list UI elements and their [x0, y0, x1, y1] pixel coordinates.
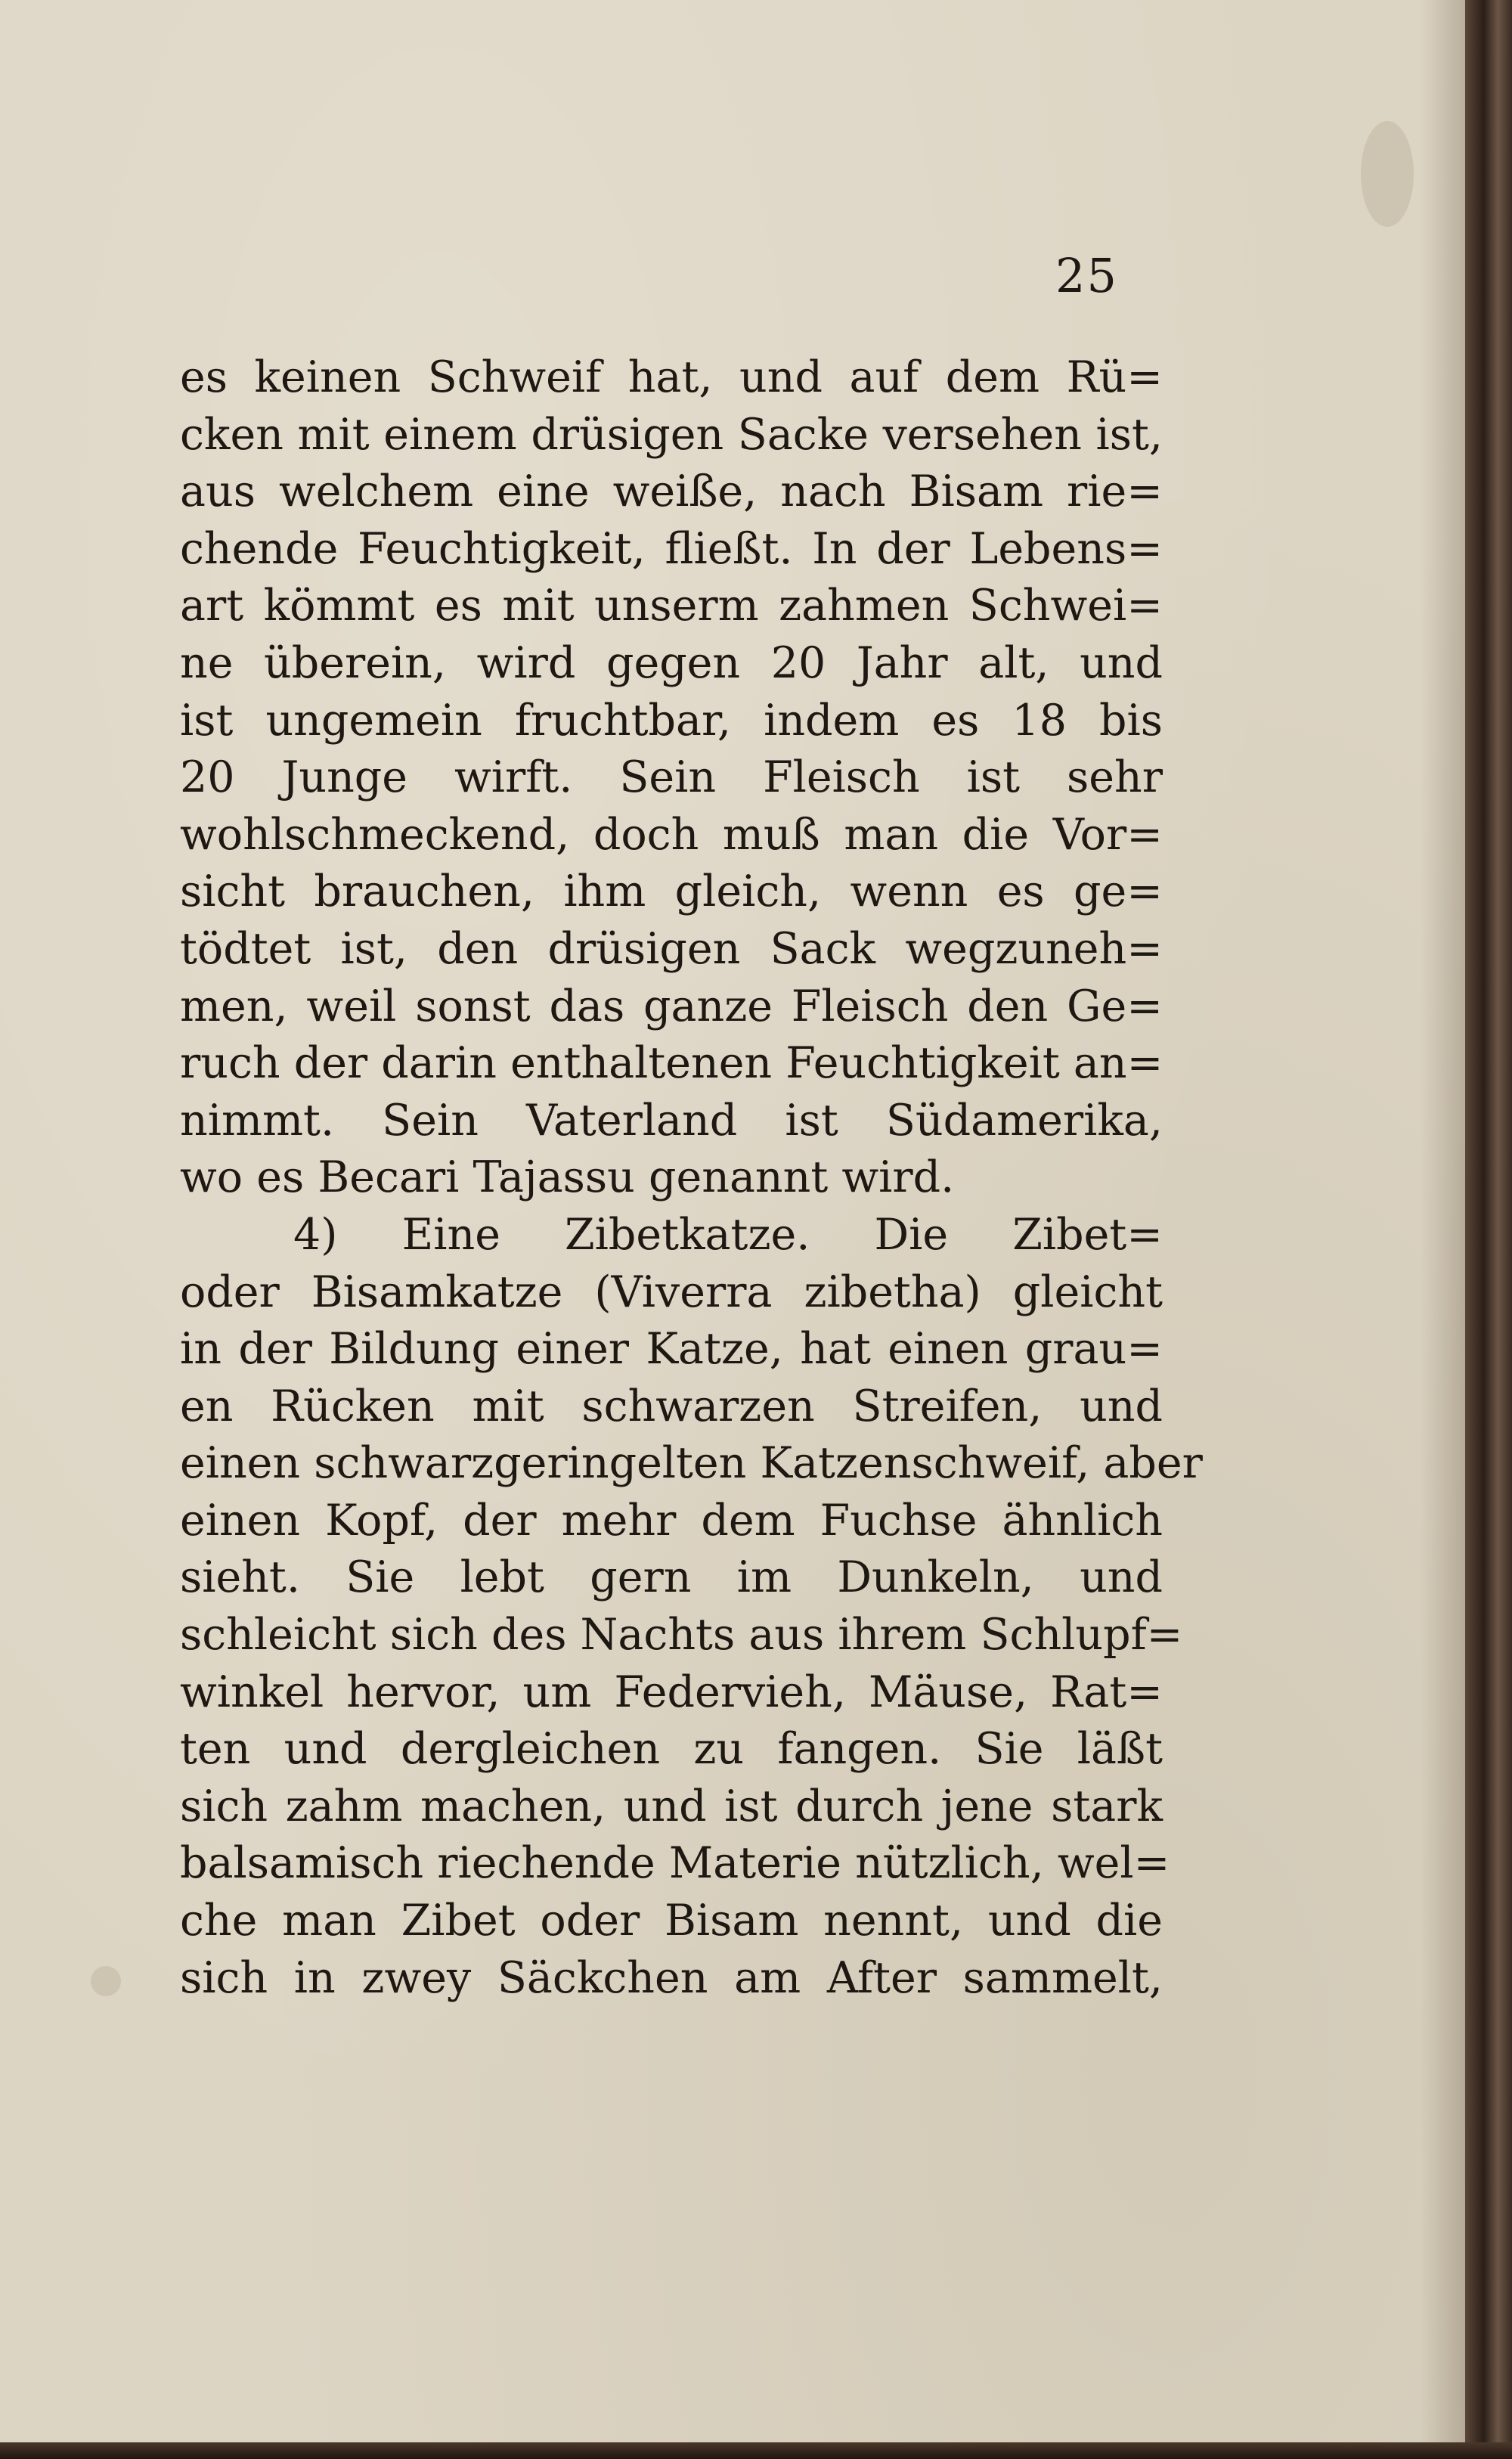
book-bottom-edge	[0, 2442, 1512, 2459]
text-line: sicht brauchen, ihm gleich, wenn es ge=	[180, 867, 1163, 917]
text-line: oder Bisamkatze (Viverra zibetha) gleicht	[180, 1267, 1163, 1317]
book-fore-edge	[1465, 0, 1512, 2459]
page-curl-shadow	[1420, 0, 1465, 2442]
text-line: schleicht sich des Nachts aus ihrem Schlupf=	[180, 1610, 1183, 1661]
text-line: art kömmt es mit unserm zahmen Schwei=	[180, 581, 1163, 631]
text-line: wohlschmeckend, doch muß man die Vor=	[180, 809, 1163, 860]
text-line: che man Zibet oder Bisam nennt, und die	[180, 1896, 1163, 1946]
text-line: aus welchem eine weiße, nach Bisam rie=	[180, 467, 1163, 517]
text-line: ruch der darin enthaltenen Feuchtigkeit an=	[180, 1038, 1163, 1089]
text-line: chende Feuchtigkeit, fließt. In der Lebens=	[180, 523, 1163, 574]
text-line: en Rücken mit schwarzen Streifen, und	[180, 1381, 1163, 1431]
text-line: sich zahm machen, und ist durch jene stark	[180, 1781, 1163, 1831]
text-line: 20 Junge wirft. Sein Fleisch ist sehr	[180, 752, 1163, 803]
section-heading-line: 4) Eine Zibetkatze. Die Zibet=	[293, 1209, 1163, 1260]
text-line: balsamisch riechende Materie nützlich, wel=	[180, 1838, 1170, 1889]
paper-stain	[1361, 121, 1414, 227]
body-text	[180, 349, 1203, 2007]
text-line: ten und dergleichen zu fangen. Sie läßt	[180, 1724, 1163, 1775]
text-line: wo es Becari Tajassu genannt wird.	[180, 1152, 955, 1203]
text-line: tödtet ist, den drüsigen Sack wegzuneh=	[180, 923, 1163, 974]
text-line: einen Kopf, der mehr dem Fuchse ähnlich	[180, 1495, 1163, 1546]
page-number: 25	[1055, 248, 1118, 303]
text-line: cken mit einem drüsigen Sacke versehen ist,	[180, 409, 1163, 460]
text-line: es keinen Schweif hat, und auf dem Rü=	[180, 352, 1163, 402]
text-line: men, weil sonst das ganze Fleisch den Ge=	[180, 981, 1163, 1031]
text-line: ist ungemein fruchtbar, indem es 18 bis	[180, 695, 1163, 746]
text-line: sieht. Sie lebt gern im Dunkeln, und	[180, 1552, 1163, 1603]
text-line: nimmt. Sein Vaterland ist Südamerika,	[180, 1095, 1163, 1146]
paper-stain	[91, 1966, 121, 1996]
text-line: einen schwarzgeringelten Katzenschweif, aber	[180, 1438, 1203, 1489]
text-line: in der Bildung einer Katze, hat einen grau=	[180, 1324, 1163, 1375]
text-line: winkel hervor, um Federvieh, Mäuse, Rat=	[180, 1667, 1163, 1717]
text-line: ne überein, wird gegen 20 Jahr alt, und	[180, 637, 1163, 688]
text-line: sich in zwey Säckchen am After sammelt,	[180, 1952, 1163, 2003]
